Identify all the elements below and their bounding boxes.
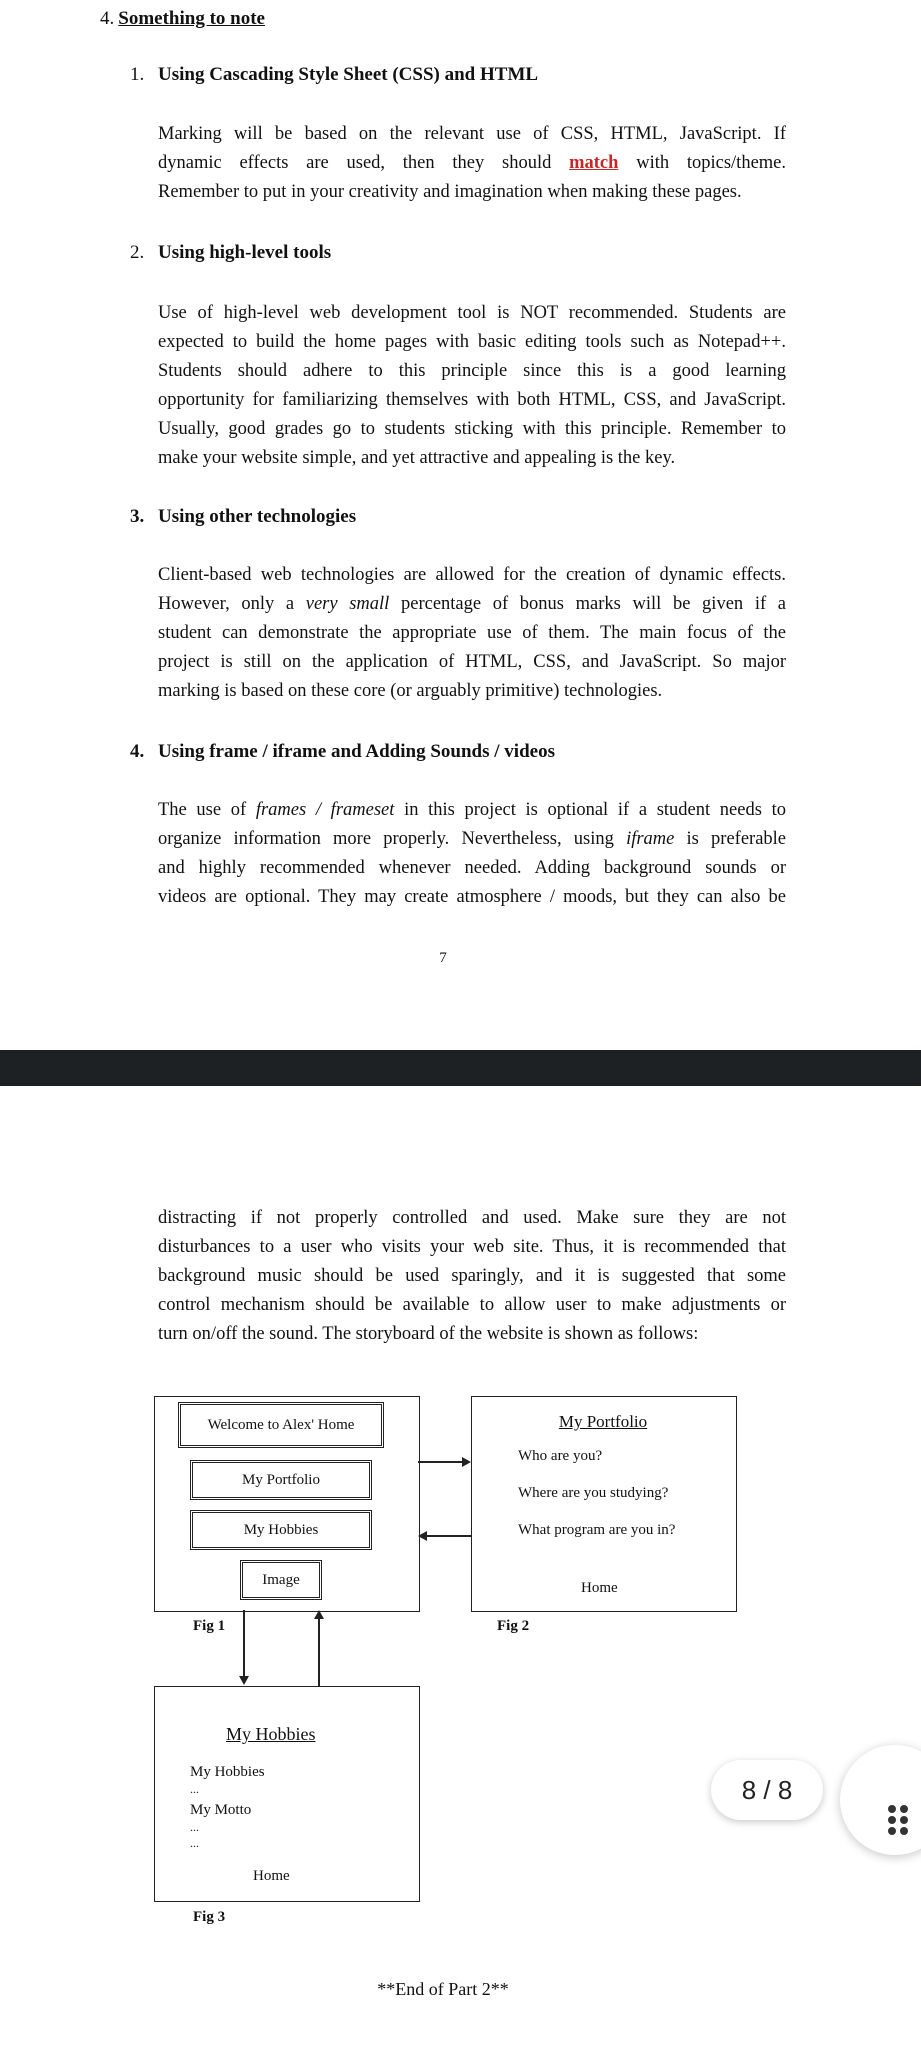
paragraph-line-text: dynamic effects are used, then they should — [158, 153, 552, 173]
document-page-8 — [0, 1086, 921, 2048]
paragraph-line: turn on/off the sound. The storyboard of the website is shown as follows: — [158, 1324, 699, 1344]
paragraph-line-text: in this project is optional if a student needs to — [404, 800, 786, 820]
paragraph-line — [158, 825, 786, 854]
paragraph-line: and highly recommended whenever needed. Adding background sounds or — [158, 858, 786, 878]
end-of-part-text: **End of Part 2** — [377, 1979, 509, 1999]
item-1-heading — [130, 64, 538, 86]
my-portfolio-button[interactable]: My Portfolio — [190, 1460, 372, 1500]
paragraph-line-text: However, only a — [158, 594, 295, 614]
section-number: 4. — [100, 8, 115, 29]
connector-to-portfolio — [418, 1461, 463, 1463]
paragraph-line: control mechanism should be available to allow user to make adjustments or — [158, 1295, 786, 1315]
paragraph-line: Use of high-level web development tool is NOT recommended. Students are — [158, 303, 786, 323]
paragraph-line — [158, 149, 786, 178]
paragraph-line: expected to build the home pages with basic editing tools such as Notepad++. — [158, 332, 786, 352]
portfolio-item: Who are you? — [518, 1448, 603, 1464]
paragraph-line-text: with topics/theme. — [636, 153, 787, 173]
hobbies-title: My Hobbies — [226, 1724, 316, 1744]
item-3-paragraph — [158, 561, 786, 706]
paragraph-line: Usually, good grades go to students sticking with this principle. Remember to — [158, 419, 786, 439]
arrow-right-icon — [462, 1457, 471, 1467]
paragraph-line: student can demonstrate the appropriate use of them. The main focus of the — [158, 623, 786, 643]
item-1-paragraph — [158, 120, 786, 207]
item-2-paragraph — [158, 299, 786, 473]
paragraph-line: marking is based on these core (or arguably primitive) technologies. — [158, 681, 663, 701]
item-number: 4. — [130, 741, 145, 762]
item-number: 2. — [130, 242, 145, 263]
fig1-label: Fig 1 — [193, 1618, 226, 1634]
paragraph-line-text: is preferable — [686, 829, 787, 849]
paragraph-line: disturbances to a user who visits your web site. Thus, it is recommended that — [158, 1237, 786, 1257]
item-number: 1. — [130, 64, 145, 85]
page-indicator: 8 / 8 — [711, 1760, 823, 1820]
paragraph-line: distracting if not properly controlled and used. Make sure they are not — [158, 1208, 786, 1228]
italic-phrase: frames / frameset — [255, 800, 395, 820]
paragraph-line: Client-based web technologies are allowed for the creation of dynamic effects. — [158, 565, 786, 585]
paragraph-line-text: percentage of bonus marks will be given if a — [400, 594, 786, 614]
hobbies-ellipsis: ... — [190, 1782, 199, 1796]
item-4-paragraph — [158, 796, 786, 912]
image-button[interactable]: Image — [240, 1560, 322, 1600]
hobbies-item: My Hobbies — [190, 1764, 265, 1780]
item-4-heading — [130, 741, 555, 763]
fig2-label: Fig 2 — [497, 1618, 530, 1634]
italic-phrase: very small — [305, 594, 390, 614]
section-title: Something to note — [118, 8, 265, 29]
portfolio-item: What program are you in? — [518, 1522, 676, 1538]
hobbies-home-link[interactable]: Home — [253, 1868, 290, 1884]
paragraph-line: project is still on the application of HTML, CSS, and JavaScript. So major — [158, 652, 786, 672]
page-divider — [0, 1050, 921, 1086]
paragraph-line: Remember to put in your creativity and imagination when making these pages. — [158, 182, 742, 202]
paragraph-line: Marking will be based on the relevant use of CSS, HTML, JavaScript. If — [158, 124, 786, 144]
section-heading — [100, 8, 265, 30]
fig3-label: Fig 3 — [193, 1909, 226, 1925]
connector-back-home — [427, 1535, 471, 1537]
paragraph-line-text: The use of — [158, 800, 247, 820]
highlight-word: match — [569, 153, 619, 173]
portfolio-home-link[interactable]: Home — [581, 1580, 618, 1596]
paragraph-line: make your website simple, and yet attractive and appealing is the key. — [158, 448, 676, 468]
paragraph-line: opportunity for familiarizing themselves with both HTML, CSS, and JavaScript. — [158, 390, 786, 410]
item-3-heading — [130, 506, 356, 528]
welcome-title-box: Welcome to Alex' Home — [178, 1402, 384, 1448]
item-heading-text: Using high-level tools — [158, 242, 332, 263]
paragraph-line: videos are optional. They may create atmosphere / moods, but they can also be — [158, 887, 786, 907]
page-number: 7 — [439, 950, 447, 966]
paragraph-line: background music should be used sparingly, and it is suggested that some — [158, 1266, 786, 1286]
hobbies-ellipsis: ... — [190, 1820, 199, 1834]
connector-to-hobbies — [243, 1610, 245, 1677]
item-heading-text: Using Cascading Style Sheet (CSS) and HTML — [158, 64, 539, 85]
portfolio-item: Where are you studying? — [518, 1485, 669, 1501]
paragraph-line: Students should adhere to this principle since this is a good learning — [158, 361, 786, 381]
my-hobbies-button[interactable]: My Hobbies — [190, 1510, 372, 1550]
item-2-heading — [130, 242, 331, 264]
hobbies-item: My Motto — [190, 1802, 252, 1818]
paragraph-line — [158, 796, 786, 825]
item-heading-text: Using frame / iframe and Adding Sounds / videos — [158, 741, 555, 762]
paragraph-line-text: organize information more properly. Nevertheless, using — [158, 829, 614, 849]
hobbies-ellipsis: ... — [190, 1836, 199, 1850]
item-number: 3. — [130, 506, 145, 527]
connector-hobbies-back — [318, 1619, 320, 1686]
arrow-up-icon — [314, 1610, 324, 1619]
italic-phrase: iframe — [626, 829, 675, 849]
continued-paragraph — [158, 1204, 786, 1349]
portfolio-title: My Portfolio — [558, 1412, 648, 1431]
item-heading-text: Using other technologies — [158, 506, 357, 527]
arrow-down-icon — [239, 1676, 249, 1685]
arrow-left-icon — [418, 1531, 427, 1541]
paragraph-line — [158, 590, 786, 619]
